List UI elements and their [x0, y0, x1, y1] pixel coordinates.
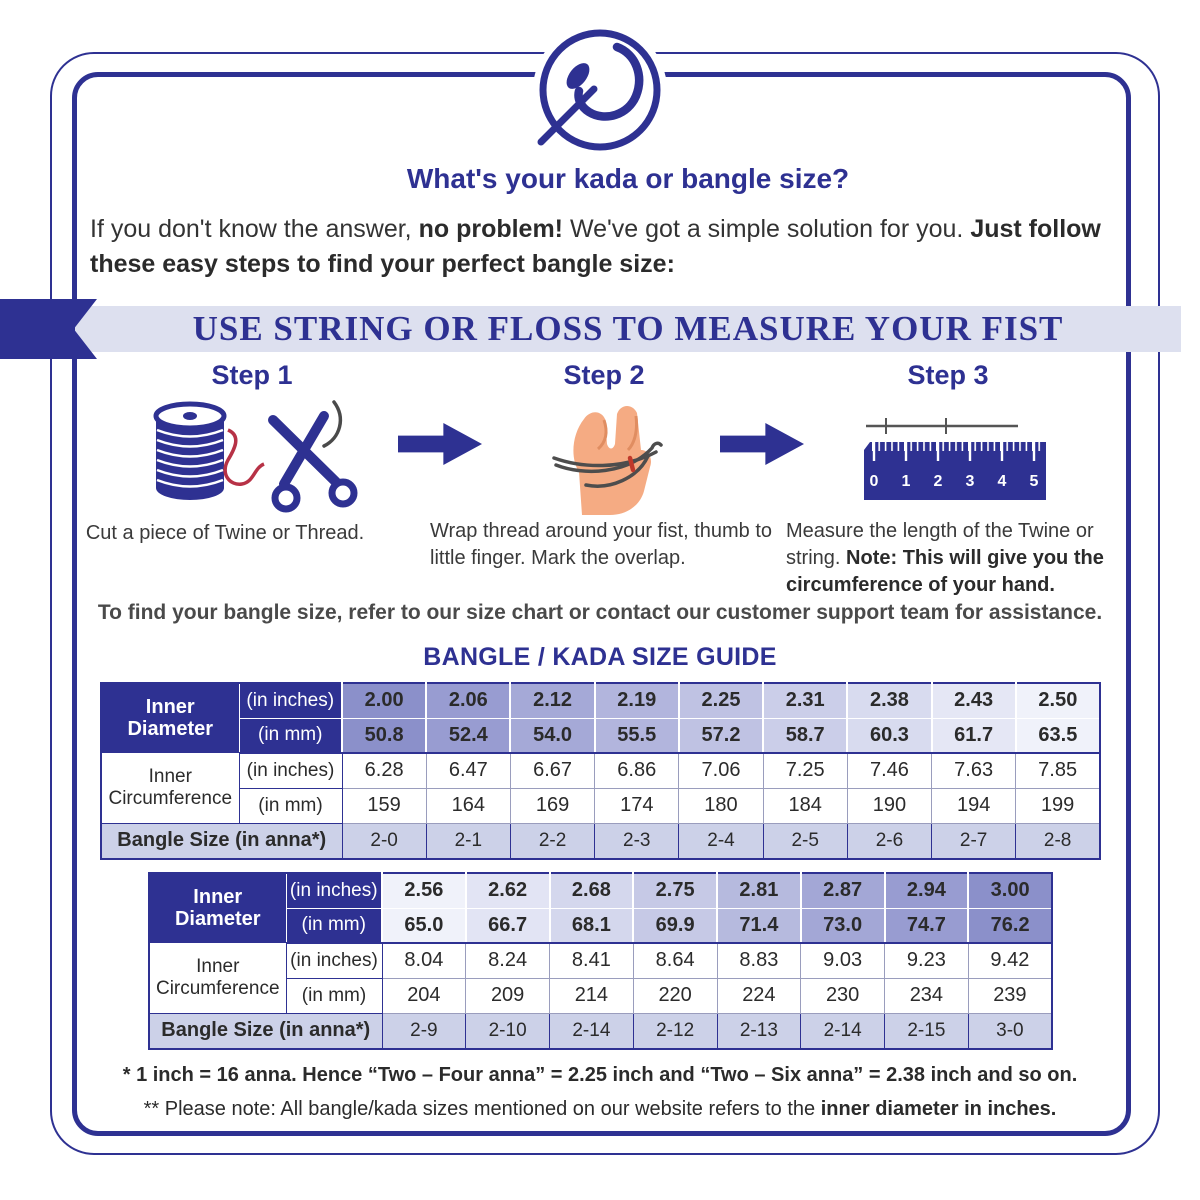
value-cell: 199 [1016, 788, 1100, 823]
row-label-inner-circumference: Inner Circumference [101, 753, 239, 823]
step-1-label: Step 1 [211, 360, 293, 390]
value-cell: 2.87 [801, 873, 885, 908]
value-cell: 2.06 [426, 683, 510, 718]
unit-label-inches: (in inches) [239, 683, 342, 718]
ruler-number: 2 [933, 473, 943, 490]
hand-thread-icon [548, 392, 684, 516]
value-cell: 8.41 [550, 943, 634, 978]
value-cell: 76.2 [968, 908, 1052, 943]
value-cell: 2.43 [932, 683, 1016, 718]
step-1-caption: Cut a piece of Twine or Thread. [85, 522, 365, 544]
value-cell: 204 [382, 978, 466, 1013]
value-cell: 7.25 [763, 753, 847, 788]
value-cell: 58.7 [763, 718, 847, 753]
value-cell: 9.23 [885, 943, 969, 978]
value-cell: 6.28 [342, 753, 426, 788]
value-cell: 69.9 [633, 908, 717, 943]
value-cell: 57.2 [679, 718, 763, 753]
ruler-number: 0 [869, 473, 879, 490]
value-cell: 7.63 [932, 753, 1016, 788]
value-cell: 55.5 [595, 718, 679, 753]
ruler-number: 5 [1029, 473, 1039, 490]
footnote-anna-definition: * 1 inch = 16 anna. Hence “Two – Four anna” = 2.25 inch and “Two – Six anna” = 2.38 inch and so on. [122, 1064, 1078, 1086]
value-cell: 2.00 [342, 683, 426, 718]
value-cell: 65.0 [382, 908, 466, 943]
value-cell: 2-2 [510, 823, 594, 859]
value-cell: 2-12 [633, 1013, 717, 1049]
footnote-size-reference: ** Please note: All bangle/kada sizes mentioned on our website refers to the inner diameter in inches. [143, 1098, 1057, 1120]
unit-label-mm: (in mm) [239, 718, 342, 753]
value-cell: 174 [595, 788, 679, 823]
value-cell: 6.47 [426, 753, 510, 788]
value-cell: 54.0 [510, 718, 594, 753]
value-cell: 180 [679, 788, 763, 823]
value-cell: 239 [968, 978, 1052, 1013]
value-cell: 7.06 [679, 753, 763, 788]
value-cell: 68.1 [550, 908, 634, 943]
value-cell: 2.25 [679, 683, 763, 718]
value-cell: 2.81 [717, 873, 801, 908]
step-3-label: Step 3 [907, 360, 989, 390]
value-cell: 3-0 [968, 1013, 1052, 1049]
value-cell: 61.7 [932, 718, 1016, 753]
value-cell: 71.4 [717, 908, 801, 943]
unit-label-inches: (in inches) [286, 873, 382, 908]
value-cell: 2-7 [932, 823, 1016, 859]
value-cell: 2-3 [595, 823, 679, 859]
value-cell: 194 [932, 788, 1016, 823]
value-cell: 2.56 [382, 873, 466, 908]
intro-line-1: If you don't know the answer, no problem! We've got a simple solution for you. Just follow [90, 215, 1101, 243]
value-cell: 169 [510, 788, 594, 823]
size-guide-title: BANGLE / KADA SIZE GUIDE [423, 643, 777, 671]
value-cell: 2-0 [342, 823, 426, 859]
page-title: What's your kada or bangle size? [406, 163, 850, 194]
value-cell: 220 [633, 978, 717, 1013]
assistance-text: To find your bangle size, refer to our size chart or contact our customer support team for assistance. [97, 601, 1103, 624]
unit-label-inches: (in inches) [286, 943, 382, 978]
ruler-icon [860, 414, 1050, 506]
row-label-bangle-size: Bangle Size (in anna*) [101, 823, 342, 859]
value-cell: 2.19 [595, 683, 679, 718]
value-cell: 52.4 [426, 718, 510, 753]
unit-label-mm: (in mm) [239, 788, 342, 823]
value-cell: 2-14 [550, 1013, 634, 1049]
value-cell: 2.62 [466, 873, 550, 908]
twine-scissors-icon [138, 396, 370, 516]
step-2-caption: Wrap thread around your fist, thumb to little finger. Mark the overlap. [430, 520, 773, 569]
value-cell: 209 [466, 978, 550, 1013]
step-3-caption: Measure the length of the Twine or string. Note: This will give you the circumference of your hand. [786, 520, 1104, 596]
ruler-number: 3 [965, 473, 975, 490]
value-cell: 159 [342, 788, 426, 823]
value-cell: 2-8 [1016, 823, 1100, 859]
value-cell: 2-9 [382, 1013, 466, 1049]
value-cell: 73.0 [801, 908, 885, 943]
value-cell: 9.42 [968, 943, 1052, 978]
needle-thread-logo-icon [531, 21, 669, 159]
ruler-number: 4 [997, 473, 1007, 490]
banner-band [75, 306, 1181, 352]
value-cell: 214 [550, 978, 634, 1013]
value-cell: 6.67 [510, 753, 594, 788]
value-cell: 2.38 [847, 683, 931, 718]
row-label-inner-circumference: Inner Circumference [149, 943, 286, 1013]
unit-label-inches: (in inches) [239, 753, 342, 788]
value-cell: 8.64 [633, 943, 717, 978]
value-cell: 2-4 [679, 823, 763, 859]
row-label-inner-diameter: Inner Diameter [101, 683, 239, 753]
value-cell: 2-1 [426, 823, 510, 859]
value-cell: 60.3 [847, 718, 931, 753]
value-cell: 190 [847, 788, 931, 823]
value-cell: 2-6 [847, 823, 931, 859]
value-cell: 164 [426, 788, 510, 823]
value-cell: 8.24 [466, 943, 550, 978]
row-label-inner-diameter: Inner Diameter [149, 873, 286, 943]
value-cell: 8.83 [717, 943, 801, 978]
value-cell: 6.86 [595, 753, 679, 788]
banner-title: USE STRING OR FLOSS TO MEASURE YOUR FIST [192, 309, 1064, 348]
value-cell: 234 [885, 978, 969, 1013]
value-cell: 2-10 [466, 1013, 550, 1049]
value-cell: 2-14 [801, 1013, 885, 1049]
value-cell: 3.00 [968, 873, 1052, 908]
value-cell: 7.85 [1016, 753, 1100, 788]
unit-label-mm: (in mm) [286, 978, 382, 1013]
intro-line-2: these easy steps to find your perfect bangle size: [90, 250, 675, 278]
ruler-number: 1 [901, 473, 911, 490]
value-cell: 2.31 [763, 683, 847, 718]
value-cell: 63.5 [1016, 718, 1100, 753]
value-cell: 2.68 [550, 873, 634, 908]
unit-label-mm: (in mm) [286, 908, 382, 943]
row-label-bangle-size: Bangle Size (in anna*) [149, 1013, 382, 1049]
value-cell: 8.04 [382, 943, 466, 978]
value-cell: 224 [717, 978, 801, 1013]
value-cell: 2.75 [633, 873, 717, 908]
size-table-2 [148, 872, 1053, 1050]
value-cell: 50.8 [342, 718, 426, 753]
value-cell: 2.94 [885, 873, 969, 908]
value-cell: 2-5 [763, 823, 847, 859]
value-cell: 230 [801, 978, 885, 1013]
value-cell: 2.12 [510, 683, 594, 718]
value-cell: 2-13 [717, 1013, 801, 1049]
value-cell: 74.7 [885, 908, 969, 943]
value-cell: 2-15 [885, 1013, 969, 1049]
intro-text [90, 212, 1140, 282]
value-cell: 66.7 [466, 908, 550, 943]
value-cell: 2.50 [1016, 683, 1100, 718]
step-2-label: Step 2 [563, 360, 645, 390]
value-cell: 7.46 [847, 753, 931, 788]
size-table-1 [100, 682, 1101, 860]
value-cell: 9.03 [801, 943, 885, 978]
value-cell: 184 [763, 788, 847, 823]
